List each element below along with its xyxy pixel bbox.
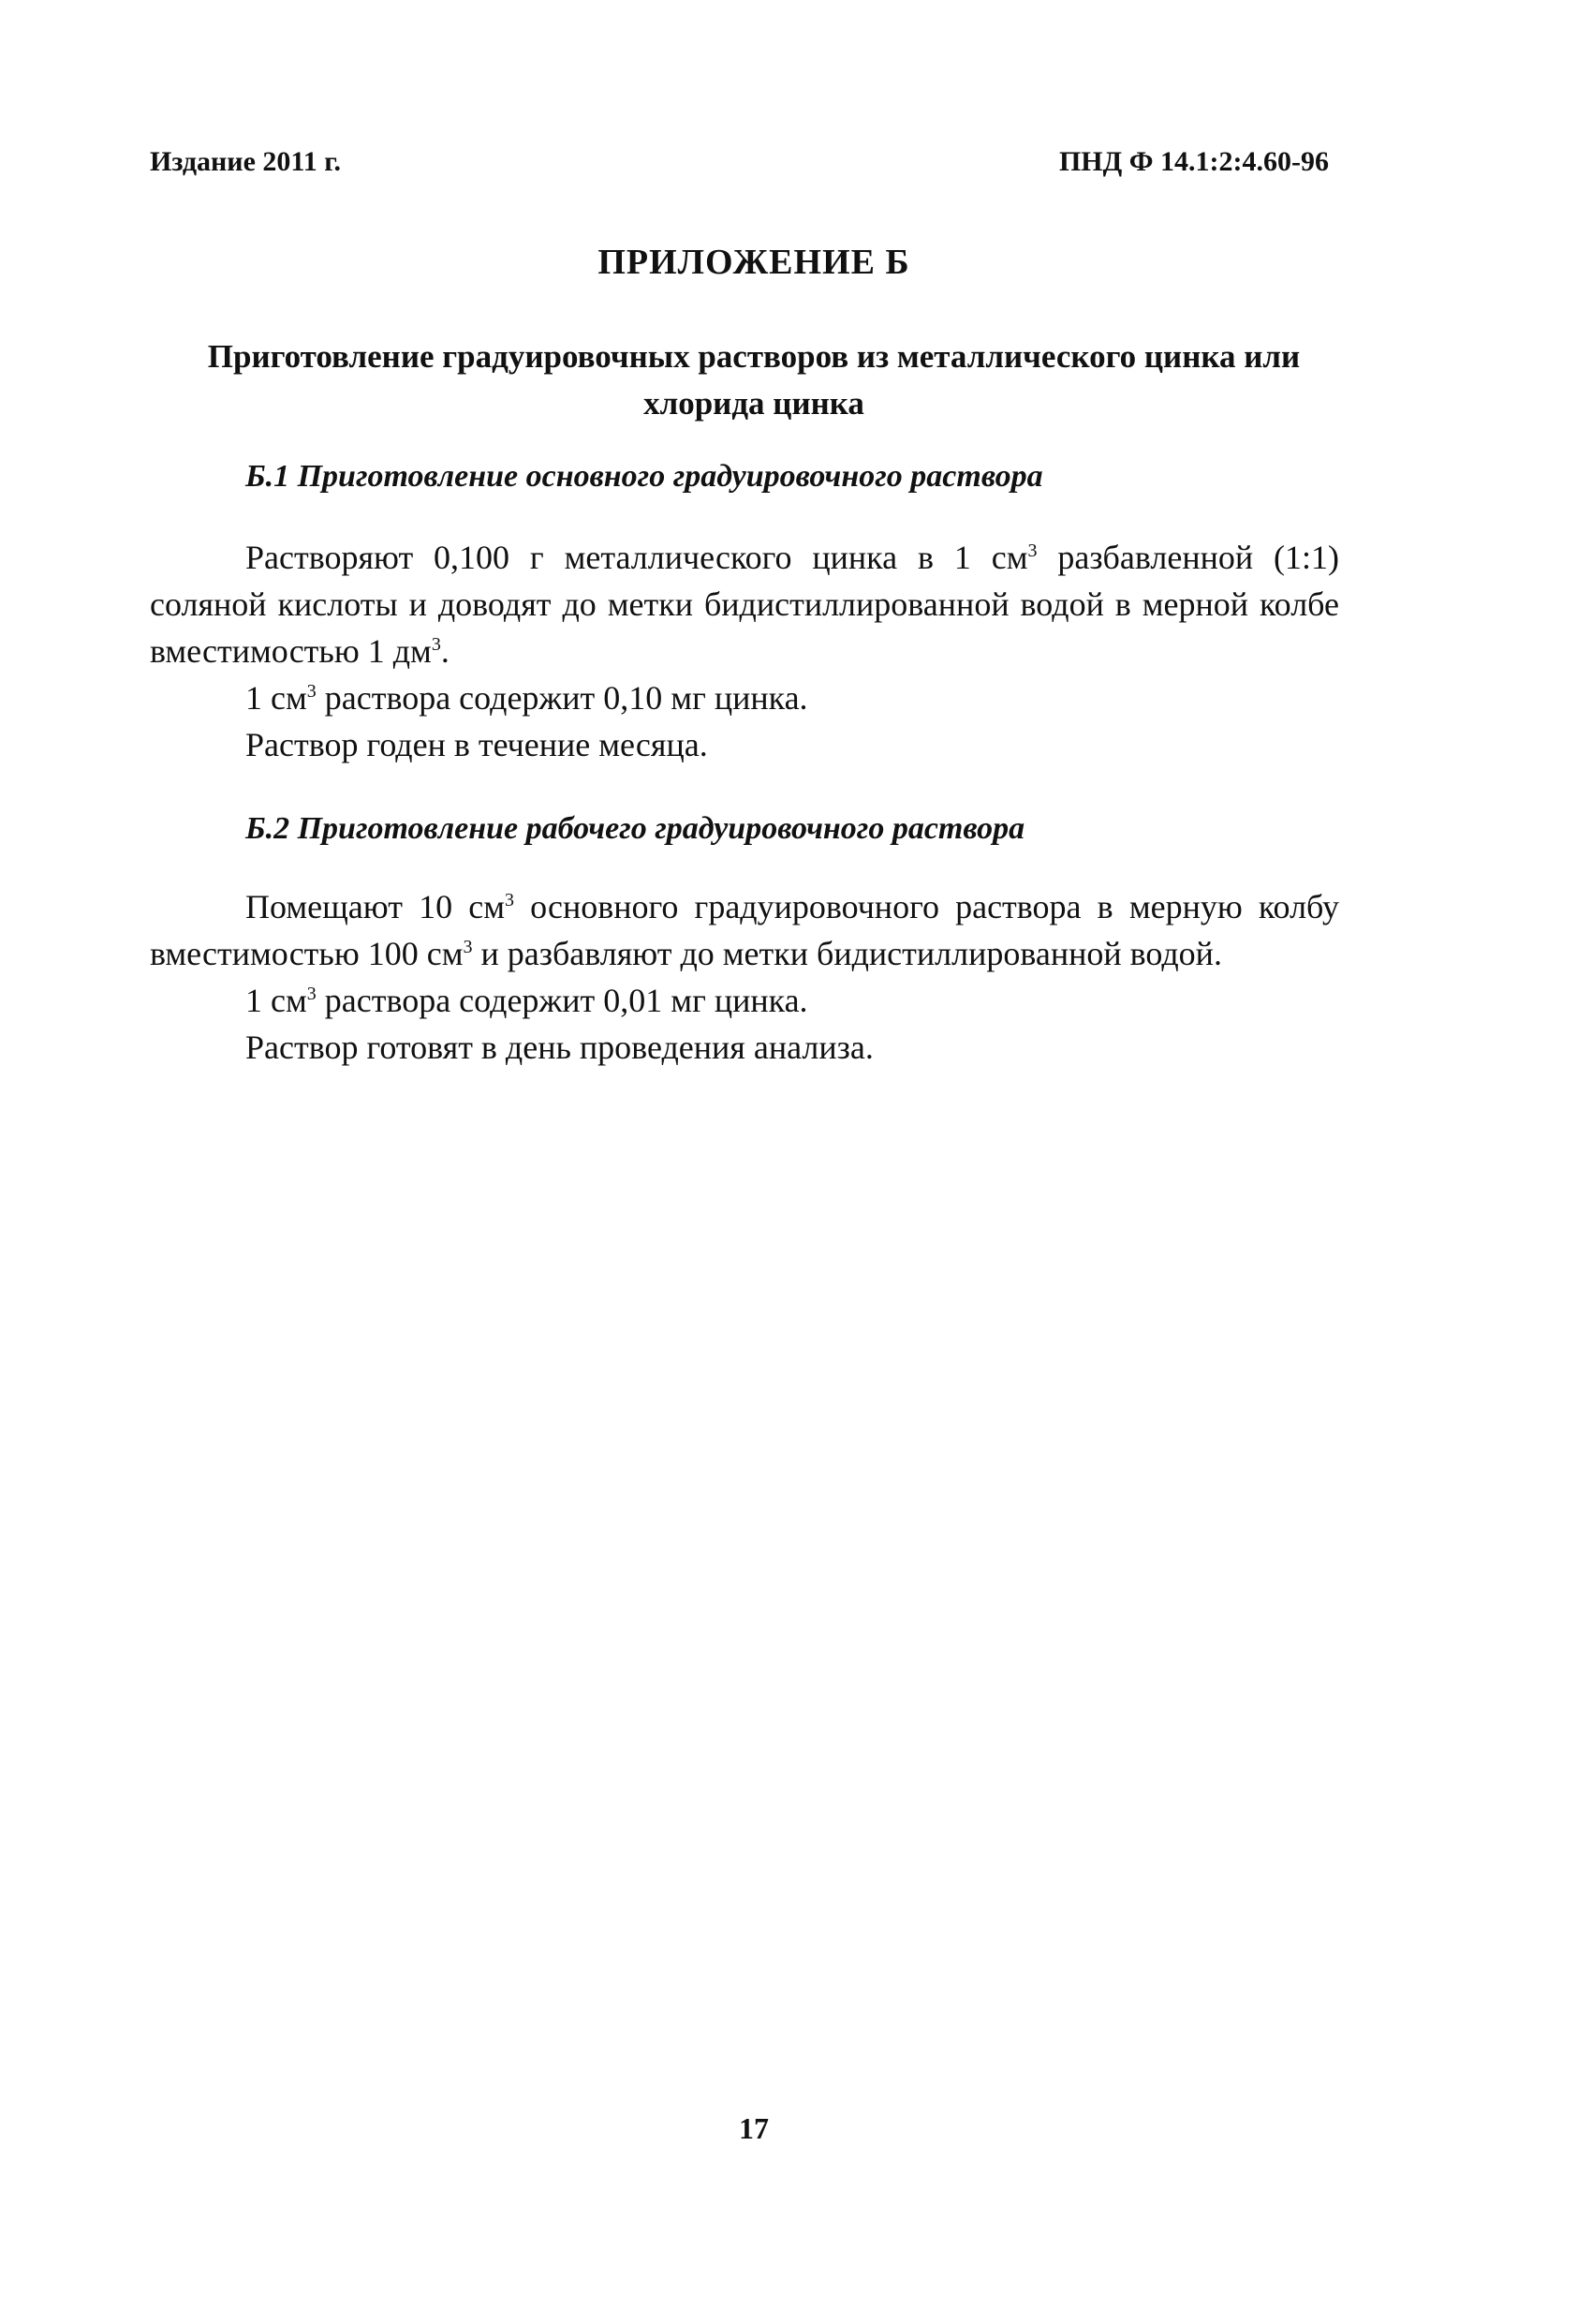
- superscript: 3: [1027, 540, 1038, 561]
- section-2-paragraph: [150, 883, 1339, 977]
- text-run: Растворяют 0,100 г металлического цинка в 1 см: [245, 539, 1028, 576]
- superscript: 3: [306, 681, 317, 702]
- document-code: ПНД Ф 14.1:2:4.60-96: [1058, 146, 1329, 177]
- text-run: раствора содержит 0,10 мг цинка.: [316, 679, 808, 717]
- edition-label: Издание 2011 г.: [150, 146, 341, 177]
- section-2-title: Б.2 Приготовление рабочего градуировочного раствора: [245, 811, 1025, 846]
- text-run: основного градуировочного раствора в мерную колбу вместимостью 100 см: [150, 888, 1339, 972]
- section-2-body: [150, 883, 1339, 1071]
- superscript: 3: [504, 890, 514, 910]
- superscript: 3: [463, 937, 473, 957]
- appendix-title: ПРИЛОЖЕНИЕ Б: [597, 243, 910, 282]
- section-1-body: [150, 534, 1339, 768]
- page-number: 17: [739, 2111, 769, 2145]
- section-1-concentration-line: [150, 674, 1339, 721]
- section-2-preparation-note: Раствор готовят в день проведения анализа.: [245, 1029, 874, 1066]
- text-run: Помещают 10 см: [245, 888, 505, 925]
- appendix-subtitle: Приготовление градуировочных растворов из металлического цинка или хлорида цинка: [207, 338, 1301, 422]
- text-run: раствора содержит 0,01 мг цинка.: [316, 982, 808, 1019]
- text-run: 1 см: [245, 679, 307, 717]
- section-1-title: Б.1 Приготовление основного градуировочного раствора: [245, 459, 1043, 494]
- text-run: и разбавляют до метки бидистиллированной водой.: [472, 935, 1222, 972]
- text-run: 1 см: [245, 982, 307, 1019]
- text-run: .: [440, 632, 450, 670]
- text-run: разбавленной (1:1) соляной кислоты и доводят до метки бидистиллированной водой в мерной колбе вместимостью 1 дм: [150, 539, 1339, 670]
- section-1-paragraph: [150, 534, 1339, 674]
- section-2-concentration-line: [150, 977, 1339, 1024]
- section-1-shelf-life-line: Раствор годен в течение месяца.: [245, 726, 708, 763]
- superscript: 3: [431, 634, 441, 655]
- superscript: 3: [306, 984, 317, 1004]
